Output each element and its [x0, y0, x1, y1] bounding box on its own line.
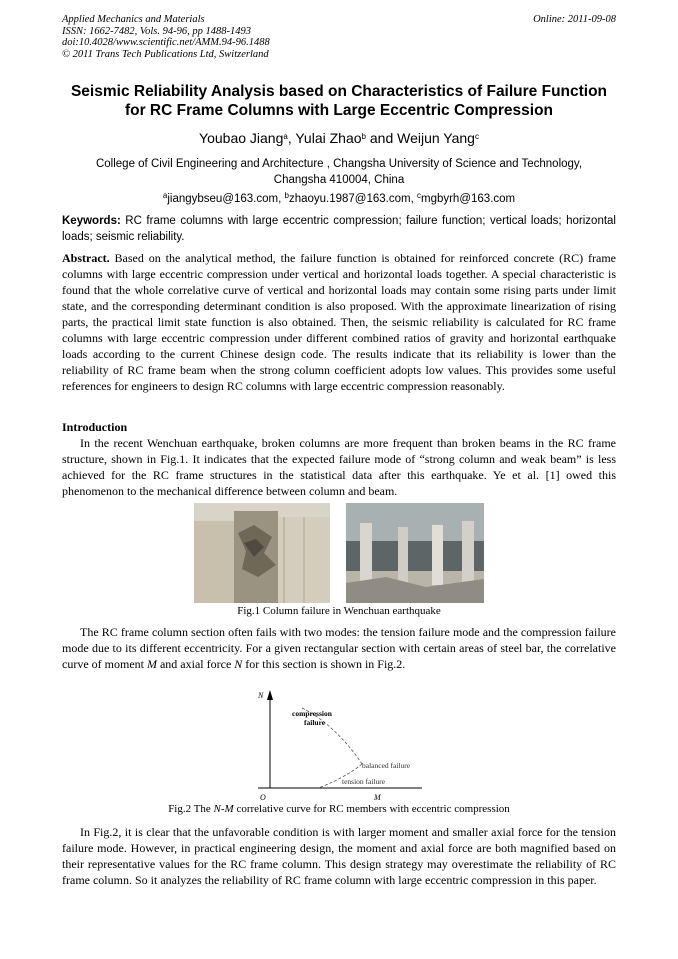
tension-failure-label: tension failure [342, 777, 386, 786]
author-3: Weijun Yang [397, 130, 475, 146]
author-sep-1: , [287, 130, 296, 146]
author-1: Youbao Jiang [199, 130, 284, 146]
column-failure-photo-2 [346, 503, 484, 603]
para2-part-2: and axial force [156, 657, 235, 671]
intro-paragraph-3: In Fig.2, it is clear that the unfavorable condition is with larger moment and smaller axial force for the tension failure mode. However, in practical engineering design, the moment and axial force are both magnified based on their representative values for the RC frame column. This design strategy may overestimate the reliability of RC frame column. So it analyzes the reliability of RC frame column with large eccentric compression in this paper. [62, 825, 616, 887]
column-failure-photo-1-art [194, 503, 330, 603]
keywords-label: Keywords: [62, 215, 121, 227]
doi-line: doi:10.4028/www.scientific.net/AMM.94-96.1488 [62, 37, 270, 48]
para2-symbol-n: N [234, 657, 243, 671]
compression-failure-label-1: compression [292, 709, 332, 718]
email-1-sup: a [162, 191, 168, 200]
email-2[interactable]: zhaoyu.1987@163.com, [288, 193, 417, 205]
figure-1-caption: Fig.1 Column failure in Wenchuan earthquake [237, 605, 441, 617]
affiliation-line-2: Changsha 410004, China [273, 173, 405, 186]
intro-paragraph-1: In the recent Wenchuan earthquake, broken columns are more frequent than broken beams in the RC frame structure, shown in Fig.1. It indicates that the expected failure mode of “strong column and weak beam” is less achieved for the RC frame structures in the statistical data after this earthquake. Ye et al. [1] owed this phenomenon to the mechanical difference between column and beam. [62, 436, 616, 498]
section-heading-introduction: Introduction [62, 420, 128, 434]
figure-2-caption [62, 803, 616, 815]
email-3[interactable]: mgbyrh@163.com [420, 193, 516, 205]
keywords [62, 214, 616, 245]
online-date: Online: 2011-09-08 [533, 14, 616, 25]
author-1-sup: a [283, 132, 288, 141]
author-2: Yulai Zhao [295, 130, 362, 146]
abstract-label: Abstract. [62, 251, 110, 265]
fig2-caption-part-1: Fig.2 The [168, 803, 214, 815]
origin-label: O [260, 793, 266, 802]
author-3-sup: c [474, 132, 479, 141]
fig2-caption-part-3: correlative curve for RC members with eccentric compression [233, 803, 510, 815]
abstract-text: Based on the analytical method, the failure function is obtained for reinforced concrete (RC) frame columns with large eccentric compression under vertical and horizontal loads together. A special characteristic is found that the whole correlative curve of vertical and horizontal loads may contain some rising parts under limit state, and the corresponding determinant condition is also proposed. With the approximate linearization of rising parts, the practical limit state function is also obtained. Then, the seismic reliability is calculated for RC frame columns with large eccentric compression under different combined ratios of gravity and horizontal earthquake loads according to the current Chinese design code. The results indicate that its reliability is lower than the reliability of RC frame beam when the strong column coefficient adopts low values. This provides some useful references for engineers to design RC columns with large eccentric compression reasonably. [62, 251, 616, 393]
balanced-failure-label: balanced failure [362, 761, 411, 770]
email-1[interactable]: jiangybseu@163.com, [167, 193, 285, 205]
journal-header [62, 14, 616, 60]
m-axis-label: M [374, 793, 381, 802]
author-sep-2: and [365, 130, 398, 146]
para2-part-1: The RC frame column section often fails with two modes: the tension failure mode and the compression failure mode due to its different eccentricity. For a given rectangular section with certain areas of steel bar, the correlative curve of moment [62, 625, 616, 671]
title-line-2: for RC Frame Columns with Large Eccentric Compression [124, 102, 554, 119]
paper-title [40, 82, 638, 120]
author-2-sup: b [361, 132, 366, 141]
fig2-caption-part-2: N-M [213, 803, 234, 815]
title-line-1: Seismic Reliability Analysis based on Characteristics of Failure Function [70, 83, 608, 100]
column-failure-photo-1 [194, 503, 330, 603]
affiliation-line-1: College of Civil Engineering and Architecture , Changsha University of Science and Technology, [95, 158, 583, 170]
nm-correlative-curve-diagram [250, 688, 430, 804]
keywords-text: RC frame columns with large eccentric compression; failure function; vertical loads; horizontal loads; seismic reliability. [62, 215, 616, 243]
email-list [62, 192, 616, 206]
copyright-line: © 2011 Trans Tech Publications Ltd, Switzerland [62, 48, 269, 60]
author-list [40, 130, 638, 147]
intro-paragraph-2 [62, 624, 616, 672]
abstract [62, 250, 616, 394]
para2-part-3: for this section is shown in Fig.2. [242, 657, 406, 671]
email-2-sup: b [284, 191, 289, 200]
n-axis-label: N [258, 691, 264, 700]
affiliation [62, 157, 616, 188]
issn-line: ISSN: 1662-7482, Vols. 94-96, pp 1488-1493 [62, 25, 251, 37]
journal-name: Applied Mechanics and Materials [62, 14, 205, 25]
n-axis-arrow [267, 690, 273, 700]
compression-failure-label-2: failure [304, 718, 326, 727]
column-failure-photo-2-art [346, 503, 484, 603]
para2-symbol-m: M [146, 657, 157, 671]
email-3-sup: c [416, 191, 421, 200]
